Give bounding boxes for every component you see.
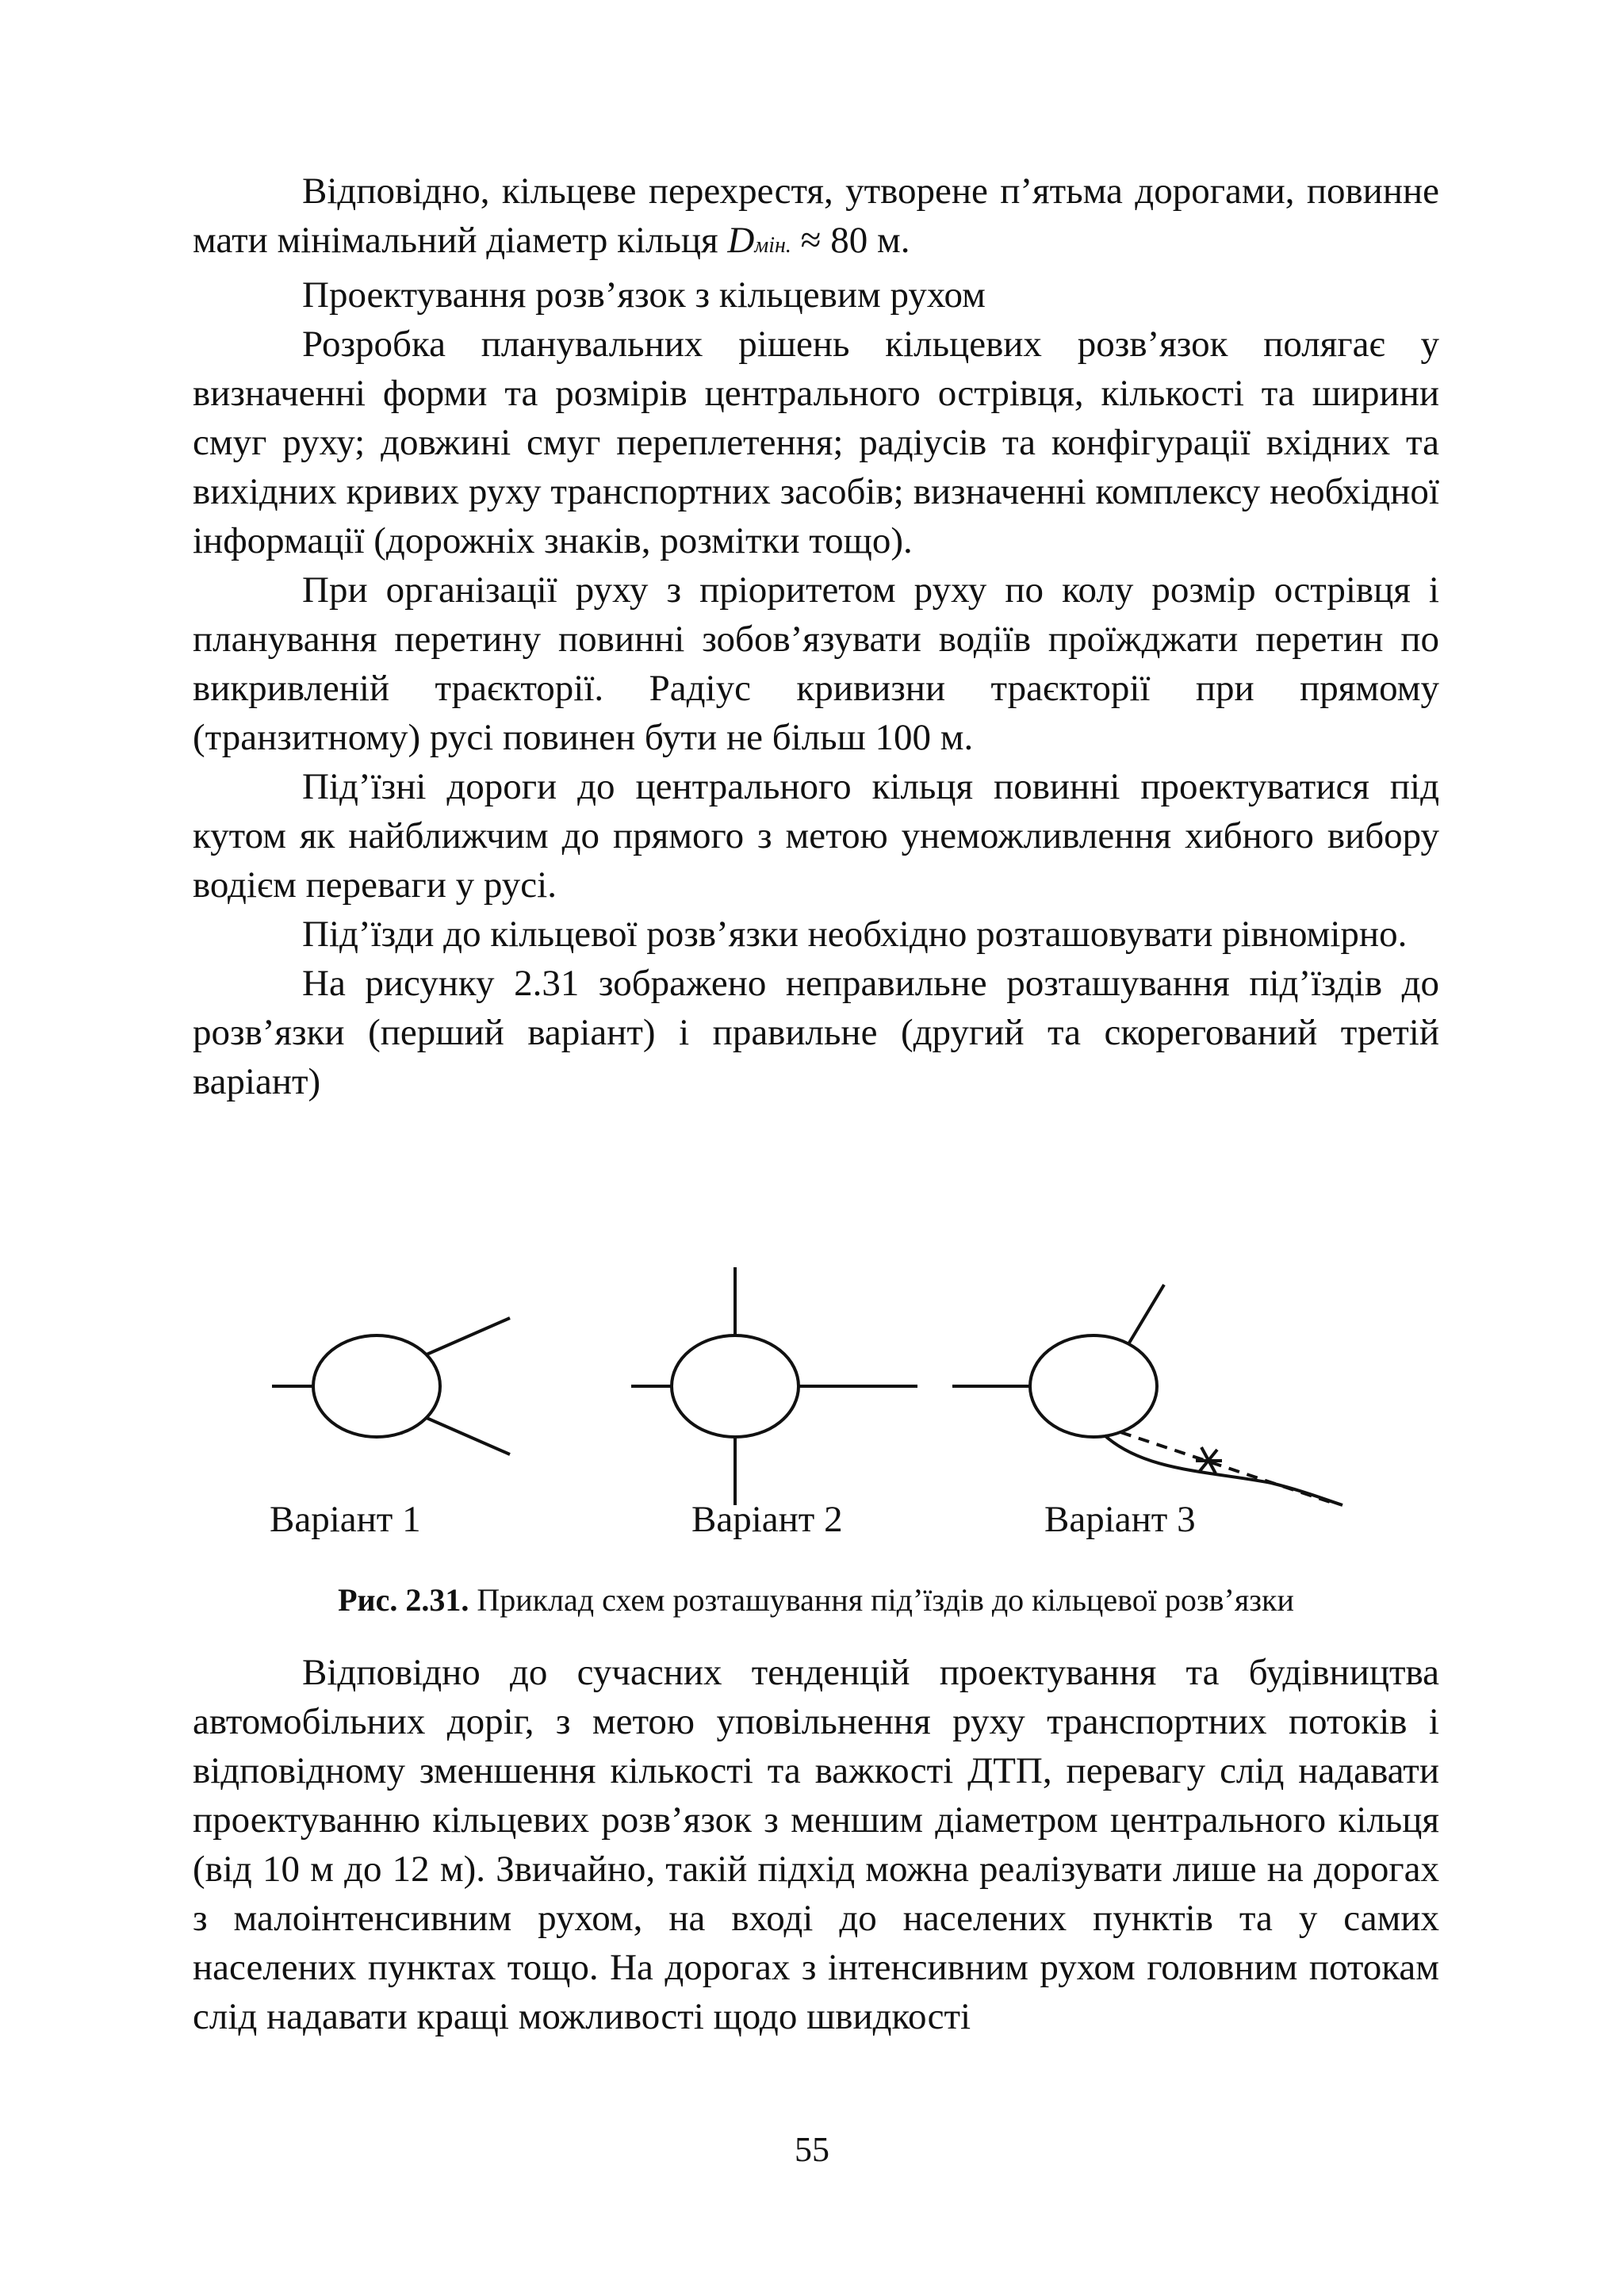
variant-2-ring — [672, 1335, 799, 1437]
caption-number: Рис. 2.31. — [338, 1582, 469, 1618]
paragraph-modern-trends: Відповідно до сучасних тенденцій проектування та будівництва автомобільних доріг, з метою уповільнення руху транспортних потоків і відповідному зменшення кількості та важкості ДТП, перевагу слід надавати проектуванню кільцевих розв’язок з меншим діаметром центрального кільця (від 10 м до 12 м). Звичайно, такій підхід можна реалізувати лише на дорогах з малоінтенсивним рухом, на вході до населених пунктів та у самих населених пунктах тощо. На дорогах з інтенсивним рухом головним потокам слід надавати кращі можливості щодо швидкості — [193, 1652, 1439, 2037]
roundabout-diagram — [193, 1245, 1439, 1507]
paragraph-approach-roads: Під’їзні дороги до центрального кільця повинні проектуватися під кутом як найближчим до прямого з метою унеможливлення хибного вибору водієм переваги у русі. — [193, 766, 1439, 906]
variant-1-ring — [313, 1335, 440, 1437]
variant-1-road-lower-right — [427, 1418, 510, 1454]
variant-3-corrected-road — [1105, 1435, 1342, 1505]
figure-label-variant-2: Варіант 2 — [691, 1499, 843, 1540]
paragraph-design-solutions: Розробка планувальних рішень кільцевих розв’язок полягає у визначенні форми та розмірів центрального острівця, кількості та ширини смуг руху; довжині смуг переплетення; радіусів та конфігурації вхідних та вихідних кривих руху транспортних засобів; визначенні комплексу необхідної інформації (дорожніх знаків, розмітки тощо). — [193, 324, 1439, 561]
variable-d: Dмін. — [727, 220, 791, 261]
caption-text: Приклад схем розташування під’їздів до кільцевої розв’язки — [469, 1582, 1294, 1618]
variant-3-road-top-right — [1128, 1285, 1164, 1344]
variant-1-diagram — [272, 1318, 510, 1454]
figure-label-variant-1: Варіант 1 — [270, 1499, 421, 1540]
paragraph-figure-reference: На рисунку 2.31 зображено неправильне розташування під’їздів до розв’язки (перший варіант) і правильне (другий та скорегований третій варіант) — [193, 963, 1439, 1102]
variant-3-ring — [1030, 1335, 1157, 1437]
variant-3-diagram — [952, 1285, 1342, 1505]
paragraph-priority: При організації руху з пріоритетом руху по колу розмір острівця і планування перетину повинні зобов’язувати водіїв проїжджати перетин по викривленій траєкторії. Радіус кривизни траєкторії при прямому (транзитному) русі повинен бути не більш 100 м. — [193, 569, 1439, 758]
paragraph-uniform: Під’їзди до кільцевої розв’язки необхідно розташовувати рівномірно. — [302, 914, 1408, 955]
variant-1-road-upper-right — [427, 1318, 510, 1354]
variant-2-diagram — [631, 1267, 917, 1505]
text-block-bottom — [193, 1648, 1439, 2041]
paragraph-diameter: Відповідно, кільцеве перехрестя, утворене п’ятьма дорогами, повинне мати мінімальний діаметр кільця Dмін. ≈ 80 м. — [193, 170, 1439, 261]
figure-label-variant-3: Варіант 3 — [1044, 1499, 1196, 1540]
figure-caption — [193, 1578, 1439, 1623]
paragraph-heading: Проектування розв’язок з кільцевим рухом — [302, 274, 986, 316]
page-number: 55 — [795, 2130, 829, 2169]
text-block-top — [193, 167, 1439, 1106]
